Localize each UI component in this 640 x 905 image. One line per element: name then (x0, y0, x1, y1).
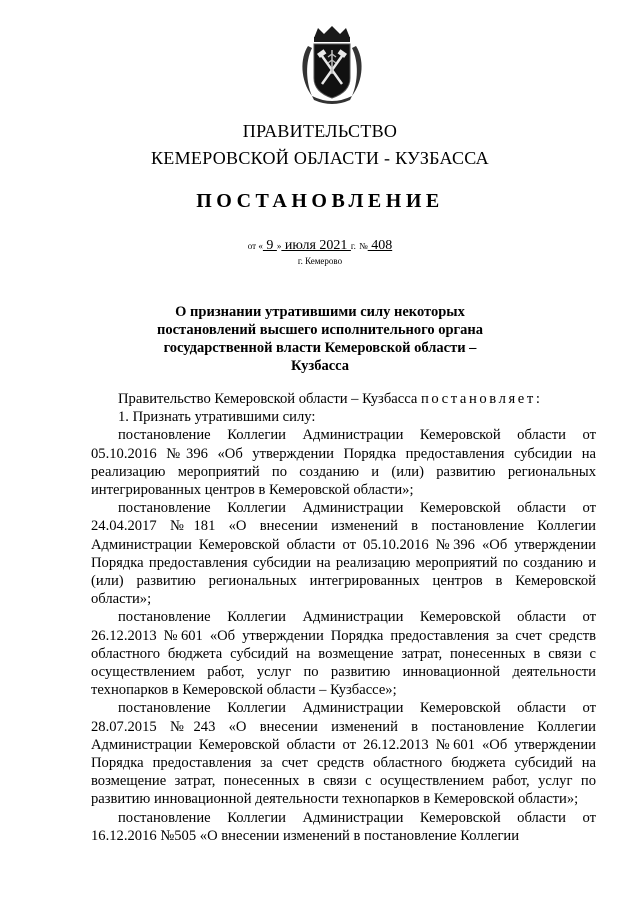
number-label: № (359, 241, 368, 251)
list-paragraph: постановление Коллегии Администрации Кемеровской области от 16.12.2016 №505 «О внесении изменений в постановление Коллегии (91, 809, 596, 844)
preamble-decree-word: постановляет: (420, 391, 543, 407)
title-line: Кузбасса (290, 358, 350, 374)
list-paragraph: постановление Коллегии Администрации Кемеровской области от 05.10.2016 №396 «Об утверждении Порядка предоставления субсидии на реализацию мероприятий по созданию и (или) развитию региональных интегрированных центров в Кемеровской области»; (91, 427, 596, 499)
title-line: государственной власти Кемеровской области – (163, 340, 477, 356)
date-day: 9 (262, 238, 277, 253)
date-mid: » (276, 241, 282, 251)
date-number-line (0, 237, 640, 254)
document-type: ПОСТАНОВЛЕНИЕ (196, 190, 444, 212)
kemerovo-coat-of-arms-icon (296, 24, 368, 106)
government-name-line2: КЕМЕРОВСКОЙ ОБЛАСТИ - КУЗБАССА (151, 148, 489, 168)
document-title (120, 303, 520, 375)
list-paragraph: постановление Коллегии Администрации Кемеровской области от 28.07.2015 №243 «О внесении изменений в постановление Коллегии Администрации Кемеровской области от 26.12.2013 №601 «Об утверждении Порядка предоставления за счет средств областного бюджета субсидий на возмещение затрат, понесенных в связи с осуществлением работ, услуг по развитию инновационной деятельности технопарков в Кемеровской области»; (91, 700, 596, 808)
city: г. Кемерово (297, 256, 343, 266)
preamble-paragraph (91, 390, 596, 408)
government-name-line1: ПРАВИТЕЛЬСТВО (242, 121, 398, 141)
document-body (91, 390, 596, 845)
title-line: О признании утратившими силу некоторых (175, 304, 465, 320)
title-line: постановлений высшего исполнительного органа (157, 322, 483, 338)
clause-paragraph: 1. Признать утратившими силу: (118, 409, 316, 426)
year-suffix: г. (350, 241, 356, 251)
preamble-text: Правительство Кемеровской области – Кузбасса (118, 391, 421, 407)
date-prefix: от « (247, 241, 263, 251)
list-paragraph: постановление Коллегии Администрации Кемеровской области от 26.12.2013 №601 «Об утверждении Порядка предоставления за счет средств областного бюджета субсидий на возмещение затрат, понесенных в связи с осуществлением работ, услуг по развитию инновационной деятельности технопарков в Кемеровской области – Кузбассе»; (91, 609, 596, 699)
list-paragraph: постановление Коллегии Администрации Кемеровской области от 24.04.2017 №181 «О внесении изменений в постановление Коллегии Администрации Кемеровской области от 05.10.2016 №396 «Об утверждении Порядка предоставления субсидии на реализацию мероприятий по созданию и (или) развитию региональных интегрированных центров в Кемеровской области»; (91, 500, 596, 608)
date-month-year: июля 2021 (281, 238, 351, 253)
document-number: 408 (367, 238, 393, 253)
